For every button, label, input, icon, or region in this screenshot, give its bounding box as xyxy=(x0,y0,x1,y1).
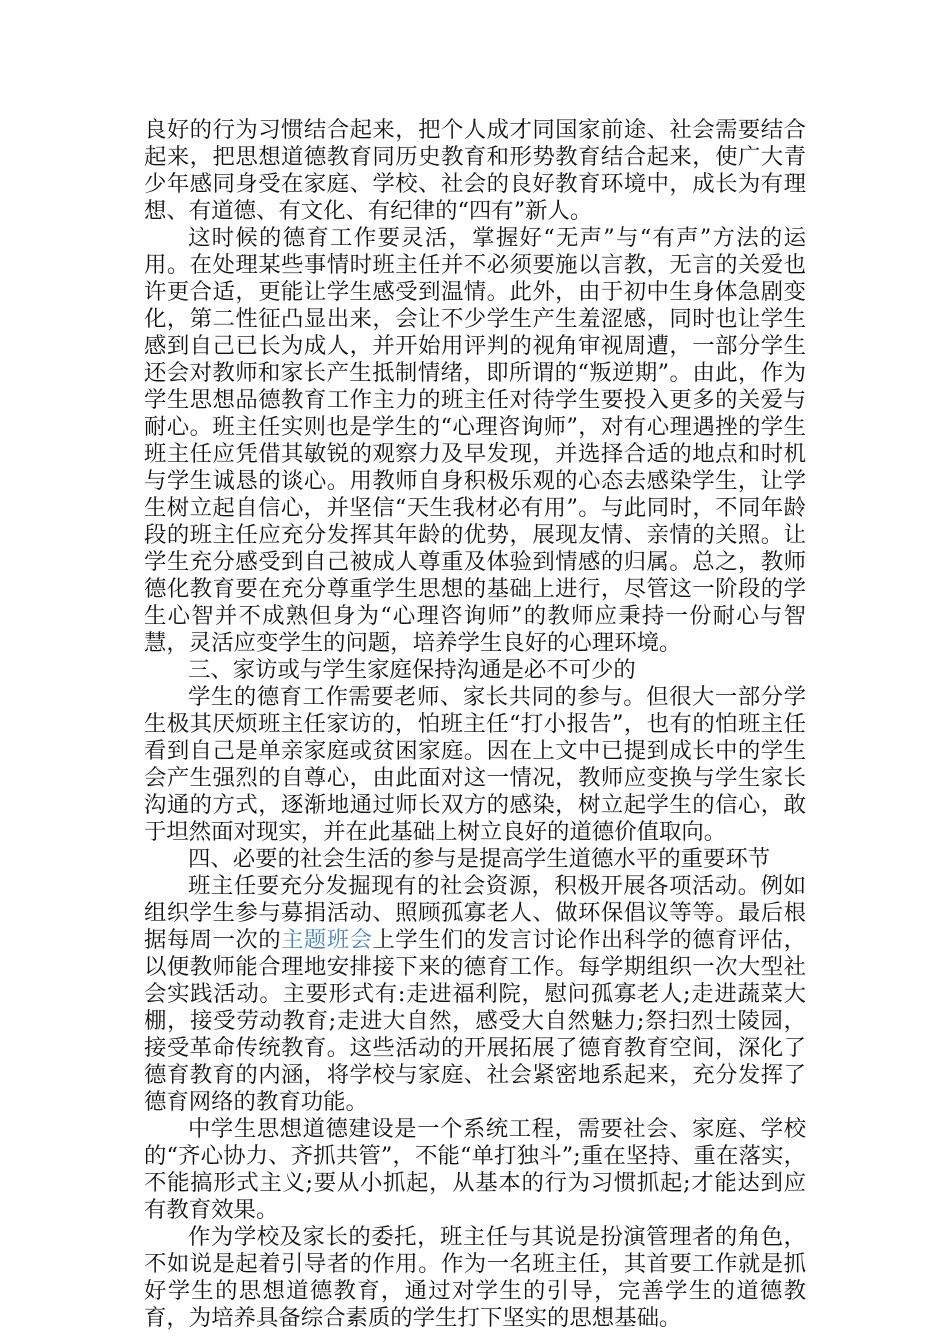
section-heading-home-visits: 三、家访或与学生家庭保持沟通是必不可少的 xyxy=(188,657,636,683)
paragraph-text: 上学生们的发言讨论作出科学的德育评估，以便教师能合理地安排接下来的德育工作。每学期组织一次大型社会实践活动。主要形式有:走进福利院，慰问孤寡老人;走进蔬菜大棚，接受劳动教育;走进大自然，感受大自然魅力;祭扫烈士陵园，接受革命传统教育。这些活动的开展拓展了德育教育空间，深化了德育教育的内涵，将学校与家庭、社会紧密地系起来，充分发挥了德育网络的教育功能。 xyxy=(144,927,807,1115)
paragraph-home-visits: 学生的德育工作需要老师、家长共同的参与。但很大一部分学生极其厌烦班主任家访的，怕班主任“打小报告”，也有的怕班主任看到自己是单亲家庭或贫困家庭。因在上文中已提到成长中的学生会产生强烈的自尊心，由此面对这一情况，教师应变换与学生家长沟通的方式，逐渐地通过师长双方的感染，树立起学生的信心，敢于坦然面对现实，并在此基础上树立良好的道德价值取向。 xyxy=(144,684,806,845)
paragraph-moral-education-methods: 这时候的德育工作要灵活，掌握好“无声”与“有声”方法的运用。在处理某些事情时班主任并不必须要施以言教，无言的关爱也许更合适，更能让学生感受到温情。此外，由于初中生身体急剧变化，第二性征凸显出来，会让不少学生产生羞涩感，同时也让学生感到自己已长为成人，并开始用评判的视角审视周遭，一部分学生还会对教师和家长产生抵制情绪，即所谓的“叛逆期”。由此，作为学生思想品德教育工作主力的班主任对待学生要投入更多的关爱与耐心。班主任实则也是学生的“心理咨询师”，对有心理遇挫的学生班主任应凭借其敏锐的观察力及早发现，并选择合适的地点和时机与学生诚恳的谈心。用教师自身积极乐观的心态去感染学生，让学生树立起自信心，并坚信“天生我材必有用”。与此同时，不同年龄段的班主任应充分发挥其年龄的优势，展现友情、亲情的关照。让学生充分感受到自己被成人尊重及体验到情感的归属。总之，教师德化教育要在充分尊重学生思想的基础上进行，尽管这一阶段的学生心智并不成熟但身为“心理咨询师”的教师应秉持一份耐心与智慧，灵活应变学生的问题，培养学生良好的心理环境。 xyxy=(144,225,806,656)
paragraph-conclusion: 作为学校及家长的委托，班主任与其说是扮演管理者的角色，不如说是起着引导者的作用。作为一名班主任，其首要工作就是抓好学生的思想道德教育，通过对学生的引导，完善学生的道德教育，为培养具备综合素质的学生打下坚实的思想基础。 xyxy=(144,1224,806,1331)
section-heading-social-participation: 四、必要的社会生活的参与是提高学生道德水平的重要环节 xyxy=(188,846,771,872)
paragraph-continuation: 良好的行为习惯结合起来，把个人成才同国家前途、社会需要结合起来，把思想道德教育同历史教育和形势教育结合起来，使广大青少年感同身受在家庭、学校、社会的良好教育环境中，成长为有理想、有道德、有文化、有纪律的“四有”新人。 xyxy=(144,117,806,224)
paragraph-social-activities xyxy=(144,873,806,1116)
paragraph-text: 班主任要充分发掘现有的社会资源，积极开展各项活动。例如组织学生参与募捐活动、照顾孤寡老人、做环保倡议等等。最后根据每周一次的 xyxy=(144,873,806,953)
theme-class-meeting-link[interactable]: 主题班会 xyxy=(281,927,373,953)
document-body xyxy=(144,117,806,1332)
paragraph-system-engineering: 中学生思想道德建设是一个系统工程，需要社会、家庭、学校的“齐心协力、齐抓共管”，不能“单打独斗”;重在坚持、重在落实，不能搞形式主义;要从小抓起，从基本的行为习惯抓起;才能达到应有教育效果。 xyxy=(144,1116,806,1223)
